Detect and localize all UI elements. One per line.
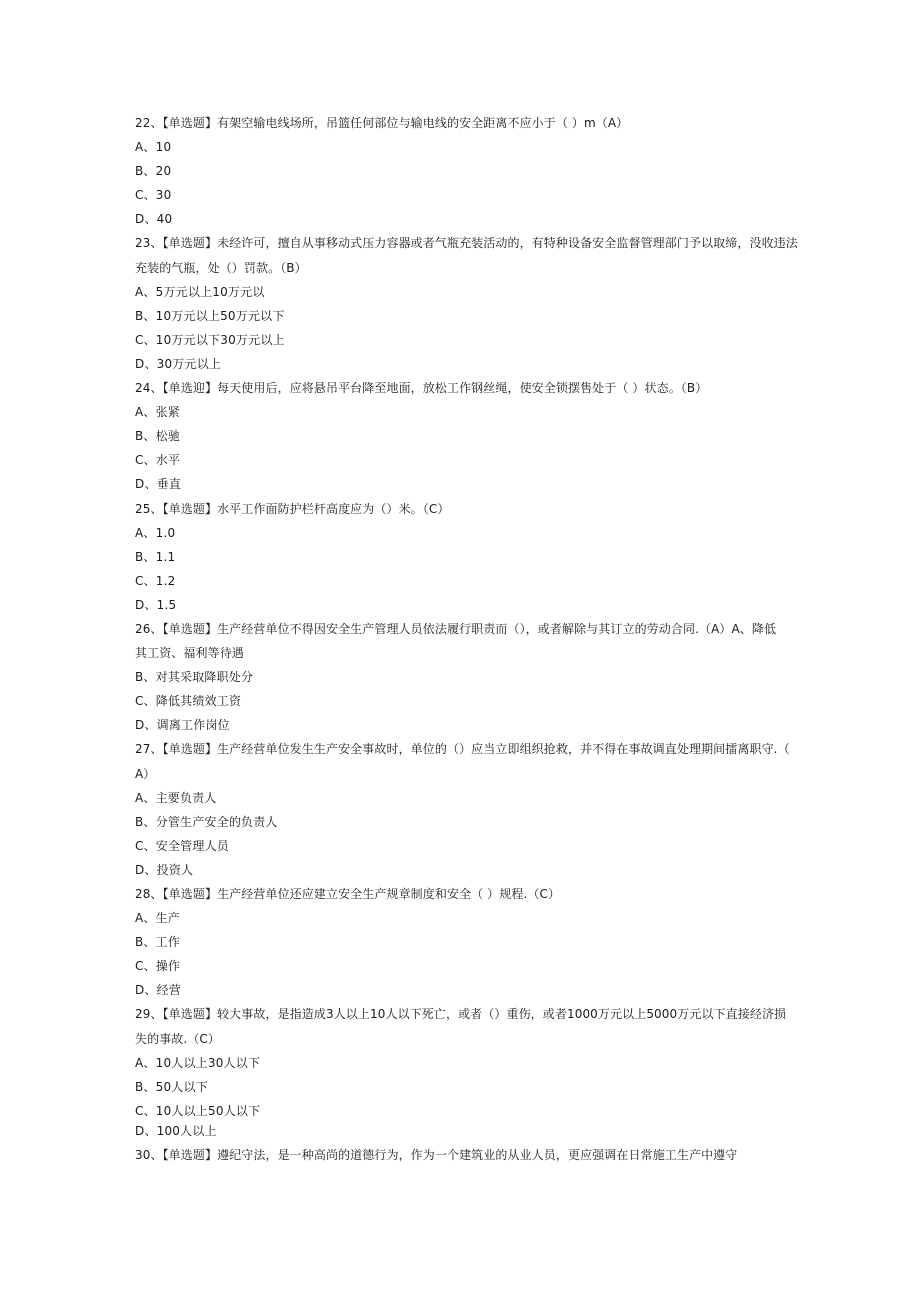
question-27-text-1: 27、【单选题】生产经营单位发生生产安全事故时，单位的（）应当立即组织抢救，并不得在事故调直处理期间擂离职守.（ <box>135 742 790 757</box>
q27-option-c: C、安全管理人员 <box>135 838 229 853</box>
q28-option-d: D、经营 <box>135 983 182 998</box>
question-30-text-1: 30、【单选题】遵纪守法，是一种高尚的道德行为，作为一个建筑业的从业人员，更应强调在日常施工生产中遵守 <box>135 1147 738 1162</box>
q23-option-d: D、30万元以上 <box>135 356 222 371</box>
q28-option-c: C、操作 <box>135 959 181 974</box>
q22-option-d: D、40 <box>135 212 173 227</box>
question-28-text-1: 28、【单选题】生产经营单位还应建立安全生产规章制度和安全（ ）规程.（C） <box>135 887 561 901</box>
q27-option-a: A、主要负责人 <box>135 790 217 805</box>
question-23-text-2: 充装的气瓶，处（）罚款。（B） <box>135 260 307 275</box>
q24-option-a: A、张紧 <box>135 405 181 420</box>
q28-option-b: B、工作 <box>135 935 181 950</box>
q29-option-d: D、100人以上 <box>135 1123 217 1138</box>
q29-option-b: B、50人以下 <box>135 1079 208 1094</box>
q22-option-c: C、30 <box>135 188 172 203</box>
q26-option-c: C、降低其绩效工资 <box>135 694 242 709</box>
q29-option-a: A、10人以上30人以下 <box>135 1055 261 1070</box>
q27-option-d: D、投资人 <box>135 862 194 877</box>
question-29-text-1: 29、【单选题】较大事故，是指造成3人以上10人以下死亡，或者（）重伤，或者1000万元以上5000万元以下直接经济损 <box>135 1007 787 1022</box>
question-22-text-1: 22、【单选题】有架空输电线场所，吊篮任何部位与输电线的安全距离不应小于（ ）m（A） <box>135 116 629 130</box>
q23-option-b: B、10万元以上50万元以下 <box>135 308 285 323</box>
q24-option-d: D、垂直 <box>135 477 182 492</box>
q29-option-c: C、10人以上50人以下 <box>135 1103 261 1118</box>
q26-option-b: B、对其采取降职处分 <box>135 670 254 685</box>
q25-option-c: C、1.2 <box>135 573 176 588</box>
question-list <box>135 114 798 1170</box>
question-23-text-1: 23、【单选题】未经许可，擅自从事移动式压力容器或者气瓶充装活动的，有特种设备安全监督管理部门予以取缔，没收违法 <box>135 236 798 251</box>
q26-option-d: D、调离工作岗位 <box>135 718 230 733</box>
q22-option-b: B、20 <box>135 164 172 179</box>
q27-option-b: B、分管生产安全的负责人 <box>135 814 278 829</box>
question-25-text-1: 25、【单选题】水平工作面防护栏杆高度应为（）米。（C） <box>135 501 450 516</box>
q22-option-a: A、10 <box>135 140 172 155</box>
q23-option-a: A、5万元以上10万元以 <box>135 284 265 299</box>
question-27-text-2: A） <box>135 766 156 781</box>
q24-option-b: B、松驰 <box>135 429 181 444</box>
question-26-text-2: 其工资、福利等待遇 <box>135 646 244 661</box>
question-26-text-1: 26、【单选题】生产经营单位不得因安全生产管理人员依法履行职责而（），或者解除与其订立的劳动合同.（A）A、降低 <box>135 621 777 636</box>
q28-option-a: A、生产 <box>135 911 181 926</box>
q25-option-a: A、1.0 <box>135 525 176 540</box>
q24-option-c: C、水平 <box>135 453 181 468</box>
q25-option-d: D、1.5 <box>135 597 177 612</box>
q25-option-b: B、1.1 <box>135 549 176 564</box>
question-29-text-2: 失的事故.（C） <box>135 1031 220 1046</box>
question-24-text-1: 24、【单选迎】每天使用后，应将悬吊平台降至地面，放松工作钢丝绳，使安全锁摆售处于（ ）状态。（B） <box>135 381 708 396</box>
q23-option-c: C、10万元以下30万元以上 <box>135 332 285 347</box>
